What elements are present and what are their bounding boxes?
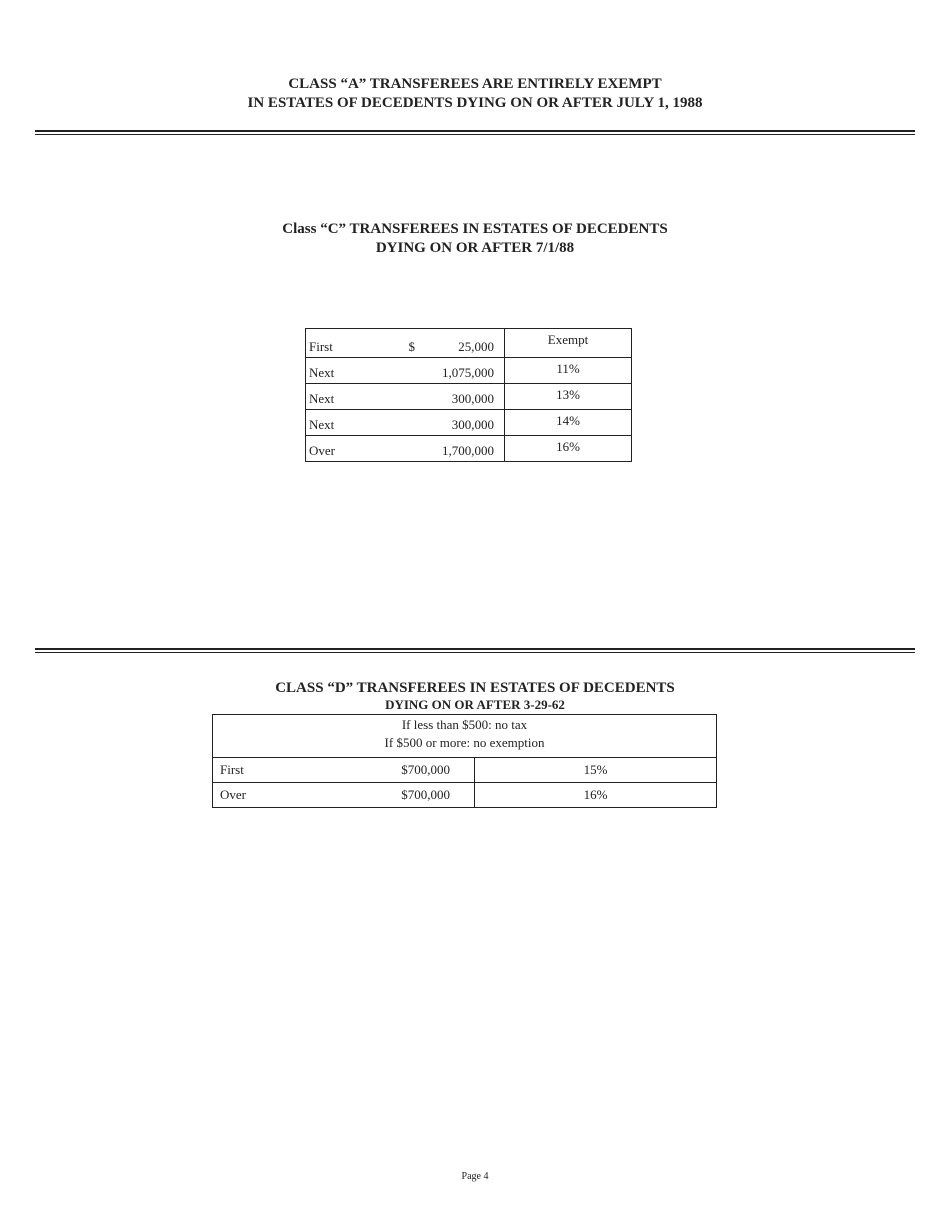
bracket-label: Over: [306, 436, 361, 462]
bracket-rate: Exempt: [547, 332, 589, 347]
class-c-heading: [0, 220, 950, 258]
bracket-amount: 1,075,000: [361, 358, 505, 384]
class-d-heading-line1: CLASS “D” TRANSFEREES IN ESTATES OF DECEDENTS: [275, 680, 675, 696]
class-c-heading-line1: Class “C” TRANSFEREES IN ESTATES OF DECEDENTS: [282, 221, 668, 237]
class-a-heading: [0, 75, 950, 113]
class-d-heading: [0, 679, 950, 713]
bracket-amount: [361, 329, 505, 358]
bracket-label: Over: [213, 783, 331, 808]
double-rule-middle: [35, 648, 915, 653]
class-c-heading-line2: DYING ON OR AFTER 7/1/88: [375, 240, 575, 256]
bracket-label: First: [213, 758, 331, 783]
bracket-amount: $700,000: [330, 783, 475, 808]
bracket-amount-value: 25,000: [458, 339, 494, 354]
bracket-rate: 11%: [505, 358, 632, 384]
class-a-heading-line1: CLASS “A” TRANSFEREES ARE ENTIRELY EXEMPT: [288, 76, 662, 92]
table-row: [306, 410, 632, 436]
bracket-rate: 16%: [475, 783, 717, 808]
table-row: [213, 783, 717, 808]
class-a-heading-line2: IN ESTATES OF DECEDENTS DYING ON OR AFTER JULY 1, 1988: [247, 95, 703, 111]
table-row: [306, 436, 632, 462]
page-number: Page 4: [461, 1171, 489, 1182]
currency-symbol: $: [408, 339, 415, 354]
bracket-amount: 300,000: [361, 410, 505, 436]
bracket-amount: $700,000: [330, 758, 475, 783]
exemption-note-line1: If less than $500: no tax: [401, 717, 528, 732]
table-row: [213, 758, 717, 783]
bracket-rate: 14%: [505, 410, 632, 436]
class-d-rate-table: [212, 714, 717, 808]
class-c-rate-table: [305, 328, 632, 462]
exemption-note: [213, 715, 717, 758]
bracket-label: Next: [306, 358, 361, 384]
bracket-rate: 16%: [505, 436, 632, 462]
bracket-amount: 1,700,000: [361, 436, 505, 462]
double-rule-top: [35, 130, 915, 135]
table-row: [306, 384, 632, 410]
bracket-amount: 300,000: [361, 384, 505, 410]
bracket-label: Next: [306, 410, 361, 436]
class-d-heading-line2: DYING ON OR AFTER 3-29-62: [385, 697, 565, 712]
exemption-note-line2: If $500 or more: no exemption: [384, 735, 545, 750]
table-row: [306, 358, 632, 384]
table-row: [306, 329, 632, 358]
bracket-label: First: [309, 339, 333, 354]
bracket-rate: 13%: [505, 384, 632, 410]
table-note-row: [213, 715, 717, 758]
bracket-rate: 15%: [475, 758, 717, 783]
bracket-label: Next: [306, 384, 361, 410]
